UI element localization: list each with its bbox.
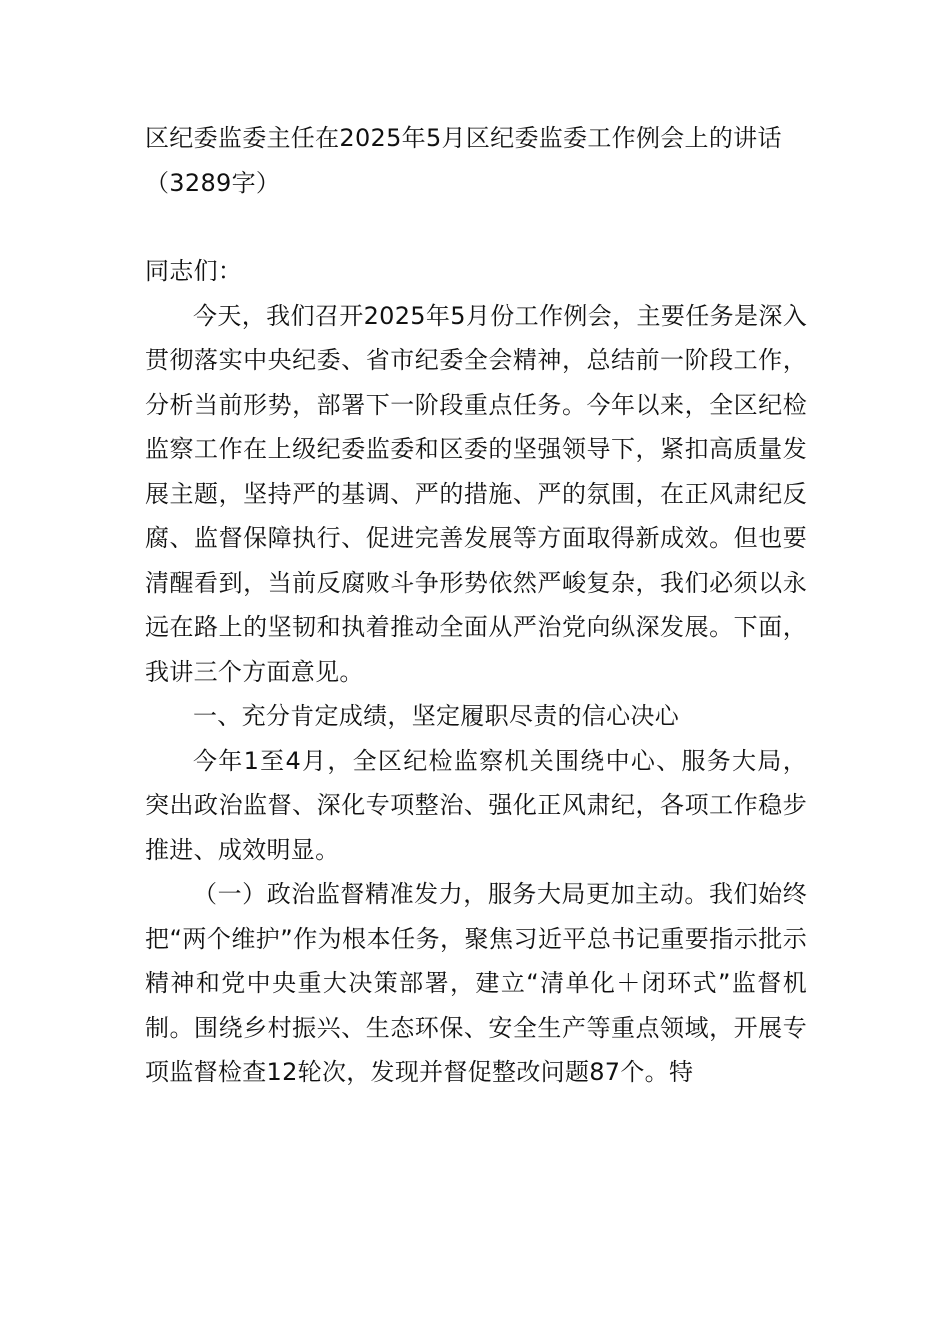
section-heading-1: 一、充分肯定成绩，坚定履职尽责的信心决心 xyxy=(193,702,679,730)
paragraph-summary: 今年1至4月，全区纪检监察机关围绕中心、服务大局，突出政治监督、深化专项整治、强化正风肃纪，各项工作稳步推进、成效明显。 xyxy=(145,746,807,864)
document-body xyxy=(145,116,807,1095)
paragraph-intro: 今天，我们召开2025年5月份工作例会，主要任务是深入贯彻落实中央纪委、省市纪委全会精神，总结前一阶段工作，分析当前形势，部署下一阶段重点任务。今年以来，全区纪检监察工作在上级纪委监委和区委的坚强领导下，紧扣高质量发展主题，坚持严的基调、严的措施、严的氛围，在正风肃纪反腐、监督保障执行、促进完善发展等方面取得新成效。但也要清醒看到，当前反腐败斗争形势依然严峻复杂，我们必须以永远在路上的坚韧和执着推动全面从严治党向纵深发展。下面，我讲三个方面意见。 xyxy=(145,301,807,686)
document-title: 区纪委监委主任在2025年5月区纪委监委工作例会上的讲话（3289字） xyxy=(145,124,782,197)
paragraph-political-supervision: （一）政治监督精准发力，服务大局更加主动。我们始终把“两个维护”作为根本任务，聚焦习近平总书记重要指示批示精神和党中央重大决策部署，建立“清单化＋闭环式”监督机制。围绕乡村振兴、生态环保、安全生产等重点领域，开展专项监督检查12轮次，发现并督促整改问题87个。特 xyxy=(145,880,807,1086)
greeting: 同志们： xyxy=(145,257,243,285)
